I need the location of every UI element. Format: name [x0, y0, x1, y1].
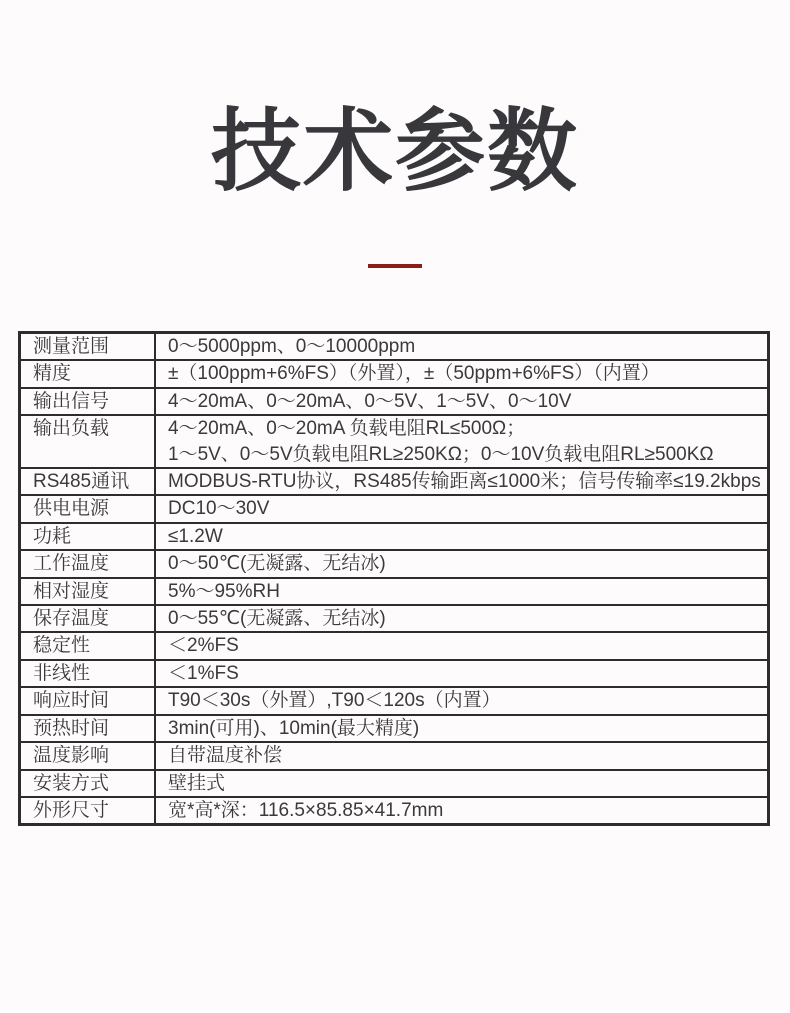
value-line: ≤1.2W: [168, 525, 223, 547]
table-row: [20, 687, 769, 714]
value-line: 宽*高*深：116.5×85.85×41.7mm: [168, 799, 444, 821]
param-value: [155, 388, 769, 415]
param-label: 输出负载: [20, 415, 156, 468]
value-line: 4～20mA、0～20mA、0～5V、1～5V、0～10V: [168, 390, 572, 412]
param-label: 稳定性: [20, 632, 156, 659]
value-line: ＜2%FS: [168, 635, 239, 657]
page-title: 技术参数: [211, 102, 579, 202]
value-line: DC10～30V: [168, 498, 270, 520]
table-row: [20, 550, 769, 577]
value-line: ＜1%FS: [168, 662, 239, 684]
param-value: [155, 687, 769, 714]
value-line: 壁挂式: [168, 772, 226, 794]
param-label: 相对湿度: [20, 578, 156, 605]
value-line: T90＜30s（外置）,T90＜120s（内置）: [168, 690, 501, 712]
table-row: [20, 468, 769, 495]
param-label: RS485通讯: [20, 468, 156, 495]
param-label: 供电电源: [20, 495, 156, 522]
table-row: [20, 333, 769, 361]
table-row: [20, 415, 769, 468]
param-label: 测量范围: [20, 333, 156, 361]
table-row: [20, 605, 769, 632]
param-label: 安装方式: [20, 770, 156, 797]
value-line: 自带温度补偿: [168, 745, 283, 767]
spec-sheet-page: [0, 102, 790, 1013]
param-label: 工作温度: [20, 550, 156, 577]
table-row: [20, 360, 769, 387]
table-row: [20, 632, 769, 659]
value-line: 4～20mA、0～20mA 负载电阻RL≤500Ω；: [168, 418, 526, 440]
param-value: [155, 797, 769, 825]
table-row: [20, 578, 769, 605]
param-label: 保存温度: [20, 605, 156, 632]
param-value: [155, 770, 769, 797]
table-row: [20, 770, 769, 797]
spec-table: [18, 331, 770, 826]
param-value: [155, 715, 769, 742]
param-value: [155, 632, 769, 659]
table-row: [20, 388, 769, 415]
param-label: 温度影响: [20, 742, 156, 769]
param-label: 非线性: [20, 660, 156, 687]
param-value: [155, 605, 769, 632]
param-label: 精度: [20, 360, 156, 387]
value-line: 1～5V、0～5V负载电阻RL≥250KΩ；0～10V负载电阻RL≥500KΩ: [168, 443, 714, 465]
param-label: 外形尺寸: [20, 797, 156, 825]
value-line: MODBUS-RTU协议，RS485传输距离≤1000米；信号传输率≤19.2kbps: [168, 471, 761, 493]
table-row: [20, 523, 769, 550]
param-value: [155, 415, 769, 468]
param-label: 输出信号: [20, 388, 156, 415]
value-line: 3min(可用)、10min(最大精度): [168, 717, 420, 739]
table-row: [20, 495, 769, 522]
param-value: [155, 550, 769, 577]
title-divider: [368, 264, 422, 268]
param-value: [155, 495, 769, 522]
param-value: [155, 578, 769, 605]
value-line: 0～55℃(无凝露、无结冰): [168, 608, 386, 630]
table-row: [20, 660, 769, 687]
param-label: 功耗: [20, 523, 156, 550]
param-value: [155, 333, 769, 361]
param-value: [155, 523, 769, 550]
value-line: 0～5000ppm、0～10000ppm: [168, 336, 416, 357]
param-value: [155, 742, 769, 769]
param-value: [155, 360, 769, 387]
param-value: [155, 660, 769, 687]
value-line: 5%～95%RH: [168, 580, 280, 602]
param-label: 预热时间: [20, 715, 156, 742]
table-row: [20, 742, 769, 769]
param-label: 响应时间: [20, 687, 156, 714]
spec-table-body: [20, 333, 769, 825]
value-line: 0～50℃(无凝露、无结冰): [168, 553, 386, 575]
table-row: [20, 715, 769, 742]
table-row: [20, 797, 769, 825]
value-line: ±（100ppm+6%FS）（外置），±（50ppm+6%FS）（内置）: [168, 363, 660, 385]
param-value: [155, 468, 769, 495]
